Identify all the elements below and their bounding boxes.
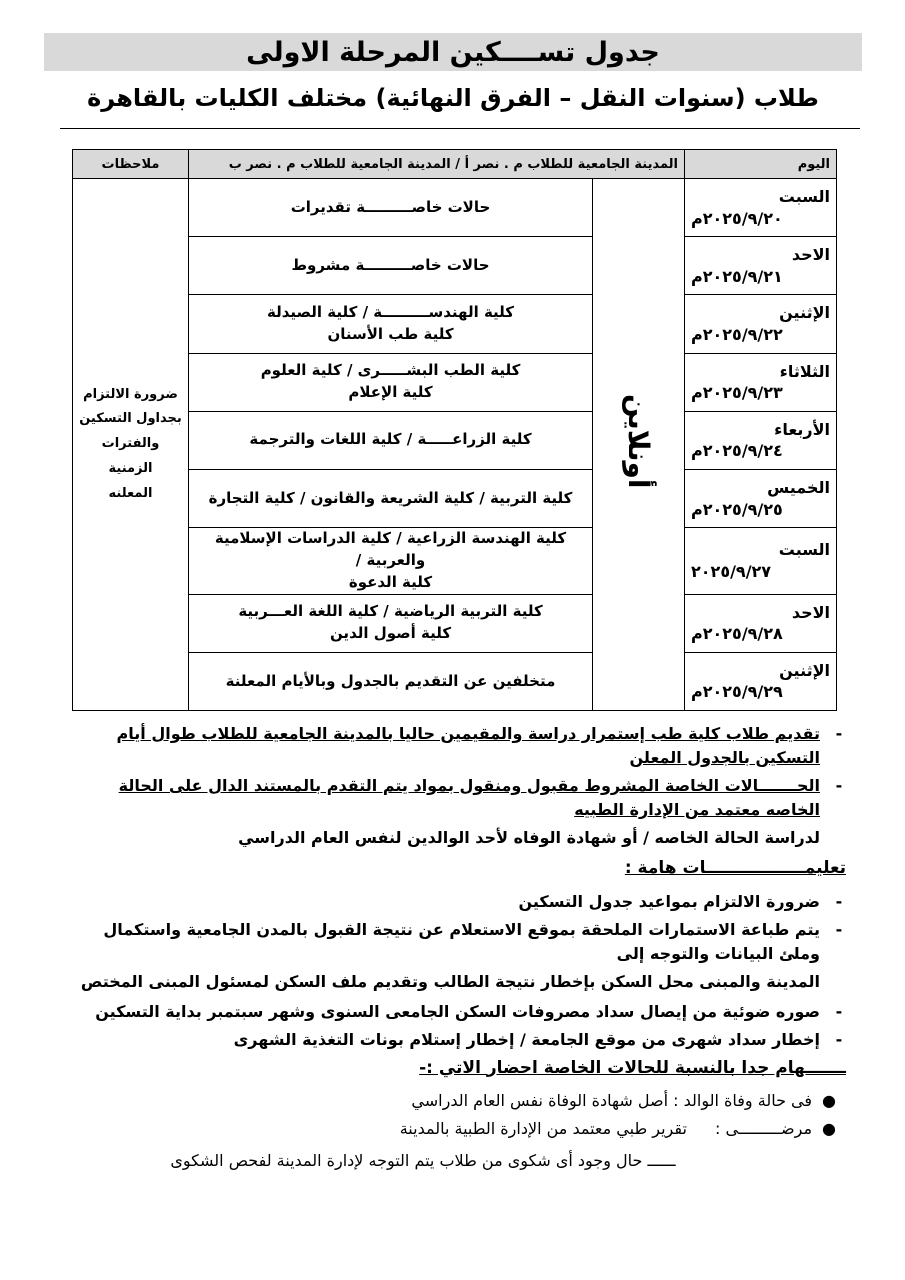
college-line: كلية الدعوة (348, 572, 433, 591)
bullet-dot-icon: ● (822, 1091, 836, 1110)
dash-bullet: - (835, 919, 843, 939)
instruction-text: ضرورة الالتزام بمواعيد جدول التسكين (518, 891, 820, 911)
day-name: السبت (778, 540, 831, 560)
header-campus: المدينة الجامعية للطلاب م . نصر أ / المدينة الجامعية للطلاب م . نصر ب (189, 150, 685, 179)
college-line: كلية أصول الدين (329, 624, 452, 643)
day-name: الإثنين (779, 660, 831, 680)
day-cell (685, 411, 837, 469)
online-label: أونلاين (622, 393, 656, 489)
day-date: ٢٠٢٥/٩/٢٩م (691, 682, 783, 702)
college-line: كلية الزراعـــــة / كلية اللغات والترجمة (249, 430, 532, 449)
dash-bullet: - (835, 1029, 843, 1049)
notes-line: المعلنه (108, 485, 153, 501)
day-name: الاحد (791, 602, 831, 622)
note-continuation: لدراسة الحالة الخاصه / أو شهادة الوفاه لأحد الوالدين لنفس العام الدراسي (238, 828, 820, 847)
college-line: كلية الهندسة الزراعية / كلية الدراسات الإسلامية والعربية / (214, 529, 567, 569)
day-name: الاحد (791, 245, 831, 265)
day-date: ٢٠٢٥/٩/٢٢م (691, 324, 783, 344)
day-date: ٢٠٢٥/٩/٢٥م (691, 499, 783, 519)
note-item (60, 722, 846, 770)
college-cell (189, 528, 593, 594)
note-text: تقديم طلاب كلية طب إستمرار دراسة والمقيمين حاليا بالمدينة الجامعية للطلاب طوال أيام التسكين بالجدول المعلن (116, 724, 820, 767)
day-date: ٢٠٢٥/٩/٢٠م (691, 208, 783, 228)
dash-bullet: - (835, 724, 843, 743)
college-cell (189, 652, 593, 710)
notes-section (60, 722, 846, 1173)
day-date: ٢٠٢٥/٩/٢١م (691, 266, 783, 286)
dash-bullet: - (835, 1001, 843, 1021)
college-line: حالات خاصـــــــــة مشروط (291, 255, 490, 274)
day-date: ٢٠٢٥/٩/٢٨م (691, 624, 783, 644)
dash-bullet: - (835, 776, 843, 795)
instruction-text: يتم طباعة الاستمارات الملحقة بموقع الاستعلام عن نتيجة القبول بالمدن الجامعية واستكمال وملئ البيانات والتوجه إلى (103, 919, 820, 963)
note-text: الحـــــــالات الخاصة المشروط مقبول ومنقول بمواد يتم التقدم بالمستند الدال على الحالة الخاصه معتمد من الإدارة الطبيه (118, 776, 820, 819)
instruction-item (60, 1028, 846, 1052)
day-cell (685, 528, 837, 594)
college-line: متخلفين عن التقديم بالجدول وبالأيام المعلنة (225, 671, 556, 690)
college-line: كلية التربية الرياضية / كلية اللغة العـــربية (238, 602, 543, 621)
instruction-item (60, 890, 846, 914)
header-day: اليوم (685, 150, 837, 179)
instruction-item (60, 1000, 846, 1024)
college-line: كلية التربية / كلية الشريعة والقانون / كلية التجارة (208, 488, 573, 507)
day-cell (685, 594, 837, 652)
list-item (60, 1117, 836, 1141)
instruction-continuation: المدينة والمبنى محل السكن بإخطار نتيجة الطالب وتقديم ملف السكن لمسئول المبنى المختص (80, 971, 820, 991)
case-key: فى حالة وفاة الوالد : (673, 1091, 813, 1110)
notes-line: ضرورة الالتزام (83, 386, 178, 402)
table-header-row (73, 150, 837, 179)
college-cell (189, 237, 593, 295)
college-cell (189, 469, 593, 527)
dash-bullet: - (835, 891, 843, 911)
college-cell (189, 179, 593, 237)
case-key: مرضـــــــــى : (715, 1119, 813, 1138)
college-line: كلية الهندســـــــــة / كلية الصيدلة (266, 303, 515, 322)
divider (60, 128, 860, 129)
instruction-item (60, 918, 846, 966)
college-line: كلية الإعلام (348, 383, 433, 402)
special-cases-list (60, 1089, 846, 1141)
note-item (60, 774, 846, 822)
college-line: كلية الطب البشـــــرى / كلية العلوم (260, 361, 521, 380)
page-subtitle: طلاب (سنوات النقل – الفرق النهائية) مختلف الكليات بالقاهرة (87, 84, 819, 112)
day-name: الخميس (767, 477, 831, 497)
college-cell (189, 295, 593, 353)
day-name: الإثنين (779, 303, 831, 323)
notes-line: والفترات الزمنية (101, 436, 160, 476)
day-cell (685, 179, 837, 237)
online-label-cell (593, 179, 685, 711)
day-date: ٢٠٢٥/٩/٢٣م (691, 383, 783, 403)
day-cell (685, 652, 837, 710)
college-line: كلية طب الأسنان (327, 324, 454, 343)
college-cell (189, 353, 593, 411)
table-row (73, 179, 837, 237)
day-name: الثلاثاء (779, 361, 831, 381)
special-cases-heading: ـــــــهام جدا بالنسبة للحالات الخاصة احضار الاتي :- (419, 1057, 846, 1078)
schedule-table (72, 149, 837, 711)
college-line: حالات خاصـــــــــة تقديرات (290, 197, 491, 216)
instruction-text: إخطار سداد شهرى من موقع الجامعة / إخطار إستلام بونات التغذية الشهرى (233, 1029, 820, 1049)
day-name: الأربعاء (774, 419, 831, 439)
header-notes: ملاحظات (73, 150, 189, 179)
case-value: أصل شهادة الوفاة نفس العام الدراسي (411, 1091, 669, 1110)
page-title: جدول تســــكين المرحلة الاولى (44, 33, 862, 71)
day-cell (685, 353, 837, 411)
complaints-note: ــــــ حال وجود أى شكوى من طلاب يتم التوجه لإدارة المدينة لفحص الشكوى (170, 1151, 676, 1170)
day-cell (685, 295, 837, 353)
notes-cell (73, 179, 189, 711)
day-date: ٢٠٢٥/٩/٢٧ (691, 561, 772, 581)
day-date: ٢٠٢٥/٩/٢٤م (691, 441, 783, 461)
college-cell (189, 594, 593, 652)
instructions-heading: تعليمـــــــــــــــــات هامة : (624, 858, 846, 878)
day-cell (685, 469, 837, 527)
day-name: السبت (778, 187, 831, 206)
college-cell (189, 411, 593, 469)
day-cell (685, 237, 837, 295)
notes-line: بجداول التسكين (79, 411, 182, 427)
list-item (60, 1089, 836, 1113)
instruction-text: صوره ضوئية من إيصال سداد مصروفات السكن الجامعى السنوى وشهر سبتمبر بداية التسكين (95, 1001, 820, 1021)
case-value: تقرير طبي معتمد من الإدارة الطبية بالمدينة (399, 1119, 687, 1138)
bullet-dot-icon: ● (822, 1119, 836, 1138)
